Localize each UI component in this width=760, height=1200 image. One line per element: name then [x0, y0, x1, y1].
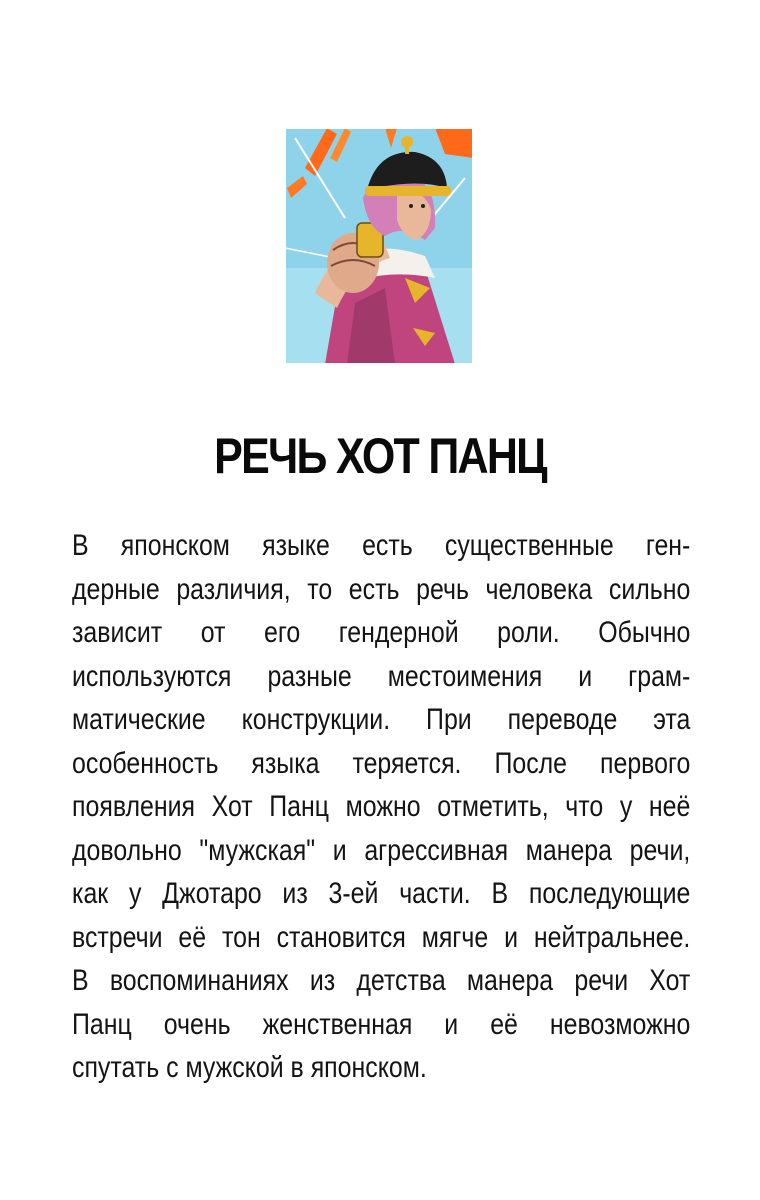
- character-portrait-icon: [285, 128, 473, 364]
- paragraph-line: матические конструкции. При переводе эта: [72, 703, 691, 736]
- character-illustration: [285, 128, 473, 364]
- paragraph-line: спутать с мужской в японском.: [72, 1051, 427, 1084]
- paragraph-line: довольно "мужская" и агрессивная манера речи,: [72, 833, 691, 867]
- paragraph-line: появления Хот Панц можно отметить, что у неё: [72, 790, 691, 823]
- page-title: РЕЧЬ ХОТ ПАНЦ: [214, 428, 546, 484]
- paragraph-line: Панц очень женственная и её невозможно: [72, 1007, 691, 1041]
- paragraph-line: дерные различия, то есть речь человека сильно: [72, 572, 691, 606]
- body-paragraph: [72, 524, 690, 1090]
- paragraph-line: особенность языка теряется. После первого: [72, 746, 691, 780]
- paragraph-line: В воспоминаниях из детства манера речи Хот: [72, 964, 691, 997]
- paragraph-line: встречи её тон становится мягче и нейтральнее.: [72, 920, 691, 954]
- paragraph-line: В японском языке есть существенные ген-: [72, 529, 691, 562]
- paragraph-line: используются разные местоимения и грам-: [72, 659, 691, 693]
- paragraph-line: зависит от его гендерной роли. Обычно: [72, 616, 691, 649]
- paragraph-line: как у Джотаро из 3-ей части. В последующие: [72, 877, 691, 910]
